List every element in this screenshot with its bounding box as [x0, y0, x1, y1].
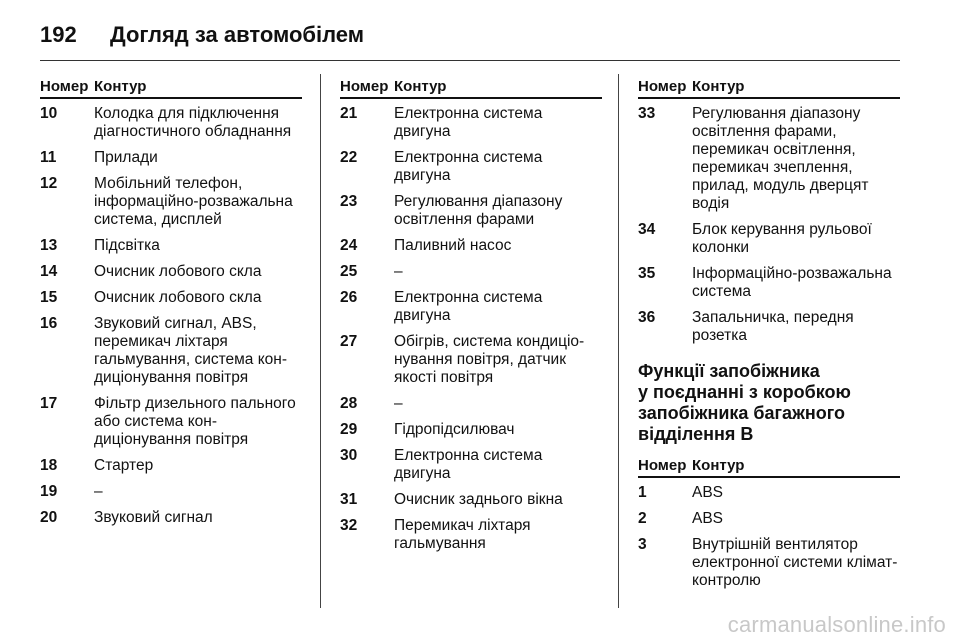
circuit-description: Блок керування рульової колонки [692, 221, 872, 256]
table-header [638, 457, 900, 478]
circuit-description: Очисник лобового скла [94, 289, 262, 306]
table-header [638, 78, 900, 99]
header-number: Номер [638, 78, 687, 95]
circuit-description: Фільтр дизельного пального або система кон-диціонування повітря [94, 395, 296, 448]
circuit-description: Інформаційно-розважальна система [692, 265, 892, 300]
circuit-description: Електронна система двигуна [394, 447, 543, 482]
table-row [340, 491, 602, 509]
fuse-number: 23 [340, 193, 358, 210]
table-row [40, 315, 302, 387]
circuit-description: Обігрів, система кондиціо-нування повітря, датчик якості повітря [394, 333, 585, 386]
fuse-number: 25 [340, 263, 358, 280]
table-row [340, 263, 602, 281]
table-row [40, 175, 302, 229]
header-circuit: Контур [692, 78, 745, 95]
circuit-description: – [394, 263, 403, 280]
fuse-number: 36 [638, 309, 656, 326]
circuit-description: Електронна система двигуна [394, 289, 543, 324]
circuit-description: Прилади [94, 149, 158, 166]
table-row [638, 309, 900, 345]
circuit-description: Паливний насос [394, 237, 512, 254]
fuse-rows [340, 105, 602, 553]
fuse-rows [638, 105, 900, 345]
table-row [40, 105, 302, 141]
fuse-number: 10 [40, 105, 58, 122]
table-row [340, 237, 602, 255]
table-row [340, 517, 602, 553]
table-row [340, 421, 602, 439]
table-row [40, 483, 302, 501]
fuse-rows [40, 105, 302, 527]
fuse-number: 14 [40, 263, 58, 280]
table-row [340, 333, 602, 387]
fuse-number: 17 [40, 395, 58, 412]
watermark: carmanualsonline.info [727, 612, 946, 637]
fuse-number: 2 [638, 510, 647, 527]
header-number: Номер [340, 78, 389, 95]
page-number: 192 [40, 22, 77, 47]
section-rows [638, 484, 900, 590]
table-row [340, 149, 602, 185]
fuse-number: 18 [40, 457, 58, 474]
fuse-number: 27 [340, 333, 358, 350]
section-heading-line: у поєднанні з коробкою [638, 382, 851, 402]
header-circuit: Контур [394, 78, 447, 95]
circuit-description: Гідропідсилювач [394, 421, 515, 438]
fuse-number: 19 [40, 483, 58, 500]
fuse-number: 29 [340, 421, 358, 438]
fuse-number: 15 [40, 289, 58, 306]
circuit-description: ABS [692, 510, 724, 527]
table-row [340, 447, 602, 483]
table-header [40, 78, 302, 99]
table-row [40, 509, 302, 527]
circuit-description: Електронна система двигуна [394, 105, 543, 140]
table-row [638, 265, 900, 301]
fuse-number: 30 [340, 447, 358, 464]
circuit-description: Колодка для підключення діагностичного обладнання [94, 105, 292, 140]
fuse-number: 1 [638, 484, 647, 501]
circuit-description: Перемикач ліхтаря гальмування [394, 517, 531, 552]
header-circuit: Контур [692, 457, 745, 474]
fuse-column-1 [40, 78, 302, 535]
table-row [340, 395, 602, 413]
circuit-description: Очисник лобового скла [94, 263, 262, 280]
table-row [40, 289, 302, 307]
section-heading-line: запобіжника багажного [638, 403, 845, 423]
circuit-description: Регулювання діапазону освітлення фарами, перемикач освітлення, перемикач зчеплення, прилад, модуль дверцят водія [692, 105, 869, 212]
circuit-description: Звуковий сигнал [94, 509, 213, 526]
fuse-number: 13 [40, 237, 58, 254]
circuit-description: ABS [692, 484, 724, 501]
fuse-number: 31 [340, 491, 358, 508]
fuse-number: 24 [340, 237, 358, 254]
section-heading [638, 361, 900, 445]
fuse-number: 3 [638, 536, 647, 553]
circuit-description: Мобільний телефон, інформаційно-розважальна система, дисплей [94, 175, 293, 228]
fuse-number: 16 [40, 315, 58, 332]
fuse-number: 20 [40, 509, 58, 526]
header-circuit: Контур [94, 78, 147, 95]
table-row [40, 263, 302, 281]
table-row [638, 105, 900, 213]
header-rule [40, 60, 900, 61]
fuse-number: 32 [340, 517, 358, 534]
section-heading-line: Функції запобіжника [638, 361, 820, 381]
table-header [340, 78, 602, 99]
circuit-description: Регулювання діапазону освітлення фарами [394, 193, 563, 228]
circuit-description: Очисник заднього вікна [394, 491, 563, 508]
fuse-number: 21 [340, 105, 358, 122]
table-row [340, 105, 602, 141]
table-row [40, 149, 302, 167]
fuse-number: 35 [638, 265, 656, 282]
fuse-number: 26 [340, 289, 358, 306]
circuit-description: Електронна система двигуна [394, 149, 543, 184]
table-row [638, 221, 900, 257]
header-number: Номер [40, 78, 89, 95]
table-row [638, 484, 900, 502]
circuit-description: Запальничка, передня розетка [692, 309, 854, 344]
column-divider [320, 74, 321, 608]
circuit-description: Підсвітка [94, 237, 160, 254]
table-row [638, 536, 900, 590]
fuse-column-3 [638, 78, 900, 598]
column-divider [618, 74, 619, 608]
table-row [340, 289, 602, 325]
table-row [40, 395, 302, 449]
table-row [40, 457, 302, 475]
page-header [40, 12, 910, 62]
circuit-description: Стартер [94, 457, 154, 474]
fuse-number: 34 [638, 221, 656, 238]
circuit-description: – [94, 483, 103, 500]
fuse-number: 33 [638, 105, 656, 122]
fuse-number: 22 [340, 149, 358, 166]
page-title: Догляд за автомобілем [110, 22, 365, 47]
fuse-number: 12 [40, 175, 58, 192]
fuse-number: 11 [40, 149, 57, 166]
section-heading-line: відділення B [638, 424, 754, 444]
table-row [638, 510, 900, 528]
table-row [340, 193, 602, 229]
header-number: Номер [638, 457, 687, 474]
table-row [40, 237, 302, 255]
circuit-description: – [394, 395, 403, 412]
circuit-description: Звуковий сигнал, ABS, перемикач ліхтаря гальмування, система кон-диціонування повітря [94, 315, 288, 386]
fuse-column-2 [340, 78, 602, 561]
fuse-number: 28 [340, 395, 358, 412]
circuit-description: Внутрішній вентилятор електронної системи клімат-контролю [692, 536, 898, 589]
